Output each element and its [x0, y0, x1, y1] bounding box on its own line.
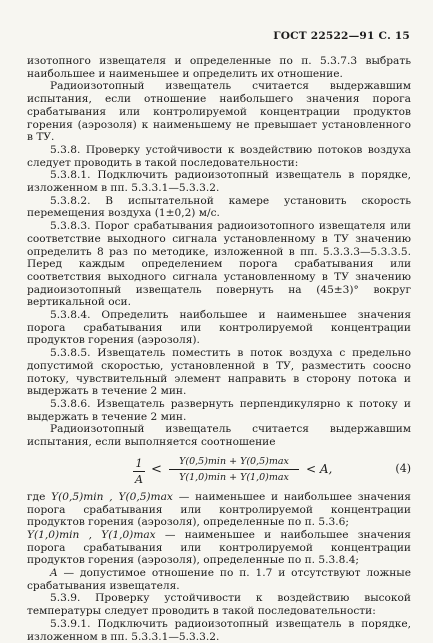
formula-reciprocal-fraction [133, 457, 145, 486]
paragraph: Радиоизотопный извещатель считается выдержавшим испытания, если отношение наибольшего значения порога срабатывания или контролируемой концентрации продуктов горения (аэрозоля) к наименьшему не превышает установленного в ТУ. [27, 80, 411, 144]
paragraph: 5.3.8.6. Извещатель развернуть перпендикулярно к потоку и выдержать в течение 2 мин. [27, 397, 411, 423]
formula-denominator: Y(1,0)min + Y(1,0)max [179, 471, 289, 483]
fraction-bar [133, 471, 145, 472]
paragraph: 5.3.8.2. В испытательной камере установить скорость перемещения воздуха (1±0,2) м/с. [27, 194, 411, 220]
paragraph: изотопного извещателя и определенные по п. 5.3.7.3 выбрать наибольшее и наименьшее и определить их отношение. [27, 55, 411, 80]
paragraph: 5.3.9. Проверку устойчивости к воздействию высокой температуры следует проводить в такой последовательности: [27, 592, 411, 618]
definition-item [27, 491, 411, 529]
page-header: ГОСТ 22522—91 С. 15 [273, 30, 410, 42]
definition-symbol: Y(0,5)min , Y(0,5)max [51, 490, 173, 503]
paragraph: 5.3.8.1. Подключить радиоизотопный извещатель в порядке, изложенном в пп. 5.3.3.1—5.3.3.2. [27, 169, 411, 195]
paragraph: 5.3.8. Проверку устойчивости к воздействию потоков воздуха следует проводить в такой последовательности: [27, 143, 411, 169]
definition-text: — наименьшее и наибольшее значения порога срабатывания или контролируемой концентрации продуктов горения (аэрозоля), определенные по п. 5.3.8.4; [27, 528, 411, 567]
formula-less-than: < [151, 461, 162, 477]
fraction-bar [169, 469, 299, 470]
paragraph: 5.3.8.4. Определить наибольшее и наименьшее значения порога срабатывания или контролируемой концентрации продуктов горения (аэрозоля). [27, 309, 411, 347]
document-body [27, 55, 411, 643]
definition-prefix: где [27, 490, 52, 503]
formula-4 [27, 453, 411, 489]
formula-number: (4) [395, 461, 411, 475]
definition-symbol: Y(1,0)min , Y(1,0)max [27, 528, 156, 541]
paragraph: 5.3.8.5. Извещатель поместить в поток воздуха с предельно допустимой скоростью, установленной в ТУ, разместить соосно потоку, чувствительный элемент направить в сторону потока и выдержать в течение 2 мин. [27, 347, 411, 398]
formula-ratio-fraction [169, 455, 299, 484]
formula-numerator: Y(0,5)min + Y(0,5)max [179, 455, 289, 467]
paragraph: 5.3.8.3. Порог срабатывания радиоизотопного извещателя или соответствие выходного сигнала установленному в ТУ значению определить 8 раз по методике, изложенной в пп. 5.3.3.3—5.3.3.5. Перед каждым определением порога срабатывания или соответствия выходного сигнала установленному в ТУ значению радиоизотопный извещатель повернуть на (45±3)° вокруг вертикальной оси. [27, 220, 411, 309]
paragraph: 5.3.9.1. Подключить радиоизотопный извещатель в порядке, изложенном в пп. 5.3.3.1—5.3.3.2. [27, 617, 411, 643]
formula-left-numerator: 1 [135, 456, 143, 470]
paragraph: Радиоизотопный извещатель считается выдержавшим испытания, если выполняется соотношение [27, 423, 411, 449]
definition-item [27, 529, 411, 567]
definition-symbol: A [50, 567, 58, 580]
definition-text: — допустимое отношение по п. 1.7 и отсутствуют ложные срабатывания извещателя. [27, 567, 411, 592]
formula-left-denominator: A [135, 472, 143, 486]
definition-item [27, 567, 411, 592]
formula-right-side: < A, [306, 461, 333, 476]
definition-text: — наименьшее и наибольшее значения порога срабатывания или контролируемой концентрации продуктов горения (аэрозоля), определенные по п. 5.3.6; [27, 490, 411, 529]
